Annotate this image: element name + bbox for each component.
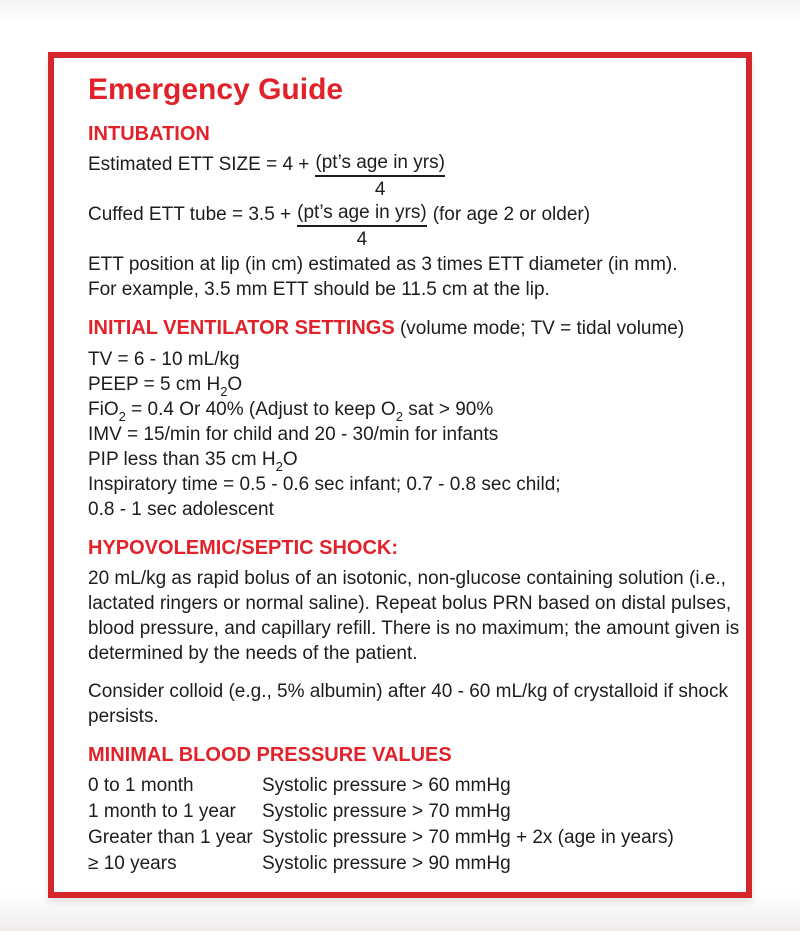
bp-value-cell: Systolic pressure > 60 mmHg	[262, 775, 511, 796]
vent-line-tv: TV = 6 - 10 mL/kg	[88, 349, 240, 370]
bp-age-cell: 1 month to 1 year	[88, 801, 236, 822]
peep-text-end: O	[227, 374, 243, 395]
vent-line-peep	[88, 372, 724, 397]
vent-line-pip	[88, 447, 724, 472]
ett-size-fraction	[315, 152, 445, 202]
table-row	[88, 825, 724, 851]
shock-para2-line: persists.	[88, 706, 159, 727]
shock-para2-line: Consider colloid (e.g., 5% albumin) after 40 - 60 mL/kg of crystalloid if shock	[88, 681, 728, 702]
bp-value-cell: Systolic pressure > 90 mmHg	[262, 853, 511, 874]
section-intubation	[88, 122, 724, 302]
bp-age-cell: Greater than 1 year	[88, 827, 253, 848]
bp-age-cell: 0 to 1 month	[88, 775, 194, 796]
peep-subscript: 2	[220, 384, 228, 399]
shock-para1-line: blood pressure, and capillary refill. There is no maximum; the amount given is	[88, 618, 740, 639]
shock-para1-line: lactated ringers or normal saline). Repeat bolus PRN based on distal pulses,	[88, 593, 732, 614]
fraction-numerator: (pt’s age in yrs)	[315, 152, 445, 177]
section-blood-pressure	[88, 743, 724, 877]
ett-size-formula-pre: Estimated ETT SIZE = 4 +	[88, 154, 310, 175]
pip-text: PIP less than 35 cm H	[88, 449, 276, 470]
shock-heading: HYPOVOLEMIC/SEPTIC SHOCK:	[88, 537, 399, 559]
shock-para1-line: determined by the needs of the patient.	[88, 643, 418, 664]
shock-para1-line: 20 mL/kg as rapid bolus of an isotonic, non-glucose containing solution (i.e.,	[88, 568, 726, 589]
fio2-subscript: 2	[118, 409, 126, 424]
cuffed-ett-formula-post: (for age 2 or older)	[432, 204, 591, 225]
cuffed-ett-formula-pre: Cuffed ETT tube = 3.5 +	[88, 204, 292, 225]
fio2-text-end: sat > 90%	[402, 399, 494, 420]
table-row	[88, 773, 724, 799]
table-row	[88, 851, 724, 877]
shock-paragraph-2	[88, 679, 728, 729]
table-row	[88, 799, 724, 825]
bp-value-cell: Systolic pressure > 70 mmHg	[262, 801, 511, 822]
ventilator-heading-main: INITIAL VENTILATOR SETTINGS	[88, 317, 395, 339]
ventilator-heading-suffix: (volume mode; TV = tidal volume)	[394, 318, 685, 339]
bp-age-cell: ≥ 10 years	[88, 853, 177, 874]
section-ventilator	[88, 316, 724, 522]
ventilator-heading	[88, 316, 724, 341]
emergency-guide-card	[48, 52, 752, 898]
cuffed-ett-fraction	[297, 202, 427, 252]
blood-pressure-heading: MINIMAL BLOOD PRESSURE VALUES	[88, 744, 452, 766]
ett-size-formula	[88, 152, 724, 202]
page-title: Emergency Guide	[88, 73, 344, 106]
vent-line-inspiratory-2: 0.8 - 1 sec adolescent	[88, 499, 274, 520]
ett-position-note: ETT position at lip (in cm) estimated as 3 times ETT diameter (in mm).	[88, 254, 678, 275]
fraction-numerator: (pt’s age in yrs)	[297, 202, 427, 227]
fio2-text-mid: = 0.4 Or 40% (Adjust to keep O	[125, 399, 396, 420]
vent-line-fio2	[88, 397, 724, 422]
fio2-text: FiO	[88, 399, 119, 420]
blood-pressure-table	[88, 773, 724, 877]
o2-subscript: 2	[395, 409, 403, 424]
pip-subscript: 2	[275, 459, 283, 474]
ett-example-note: For example, 3.5 mm ETT should be 11.5 cm at the lip.	[88, 279, 550, 300]
vent-line-inspiratory-1: Inspiratory time = 0.5 - 0.6 sec infant; 0.7 - 0.8 sec child;	[88, 474, 561, 495]
fraction-denominator: 4	[356, 229, 368, 250]
cuffed-ett-formula	[88, 202, 724, 252]
shock-paragraph-1	[88, 566, 740, 666]
vent-line-imv: IMV = 15/min for child and 20 - 30/min for infants	[88, 424, 499, 445]
intubation-heading: INTUBATION	[88, 123, 210, 145]
bp-value-cell: Systolic pressure > 70 mmHg + 2x (age in years)	[262, 827, 674, 848]
peep-text: PEEP = 5 cm H	[88, 374, 221, 395]
pip-text-end: O	[282, 449, 298, 470]
fraction-denominator: 4	[374, 179, 386, 200]
section-shock	[88, 536, 740, 729]
